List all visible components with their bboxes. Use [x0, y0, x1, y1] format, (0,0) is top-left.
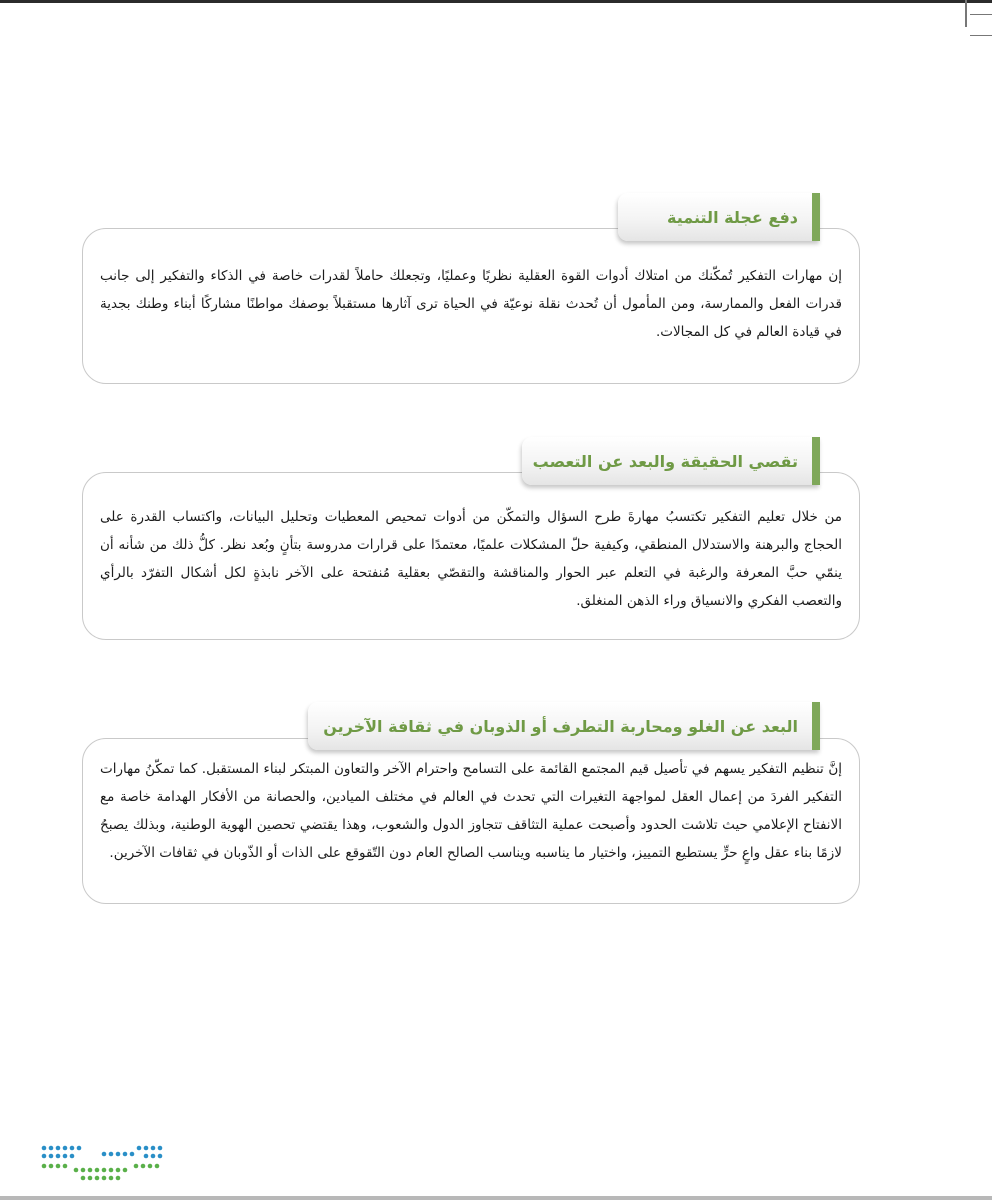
section-body-moderation: إنَّ تنظيم التفكير يسهم في تأصيل قيم المجتمع القائمة على التسامح واحترام الآخر والتعاون المبتكر لبناء المستقبل. كما تمكّنُ مهارات التفكير الفردَ من إعمال العقل لمواجهة التغيرات التي تحدث في العالم في مختلف الميادين، والحصانة من الأفكار الهدامة خاصة مع الانفتاح الإعلامي حيث تلاشت الحدود وأصبحت عملية التثاقف تتجاوز الدول والشعوب، وهذا يقتضي تحصين الهوية الوطنية، وبذلك يصبحُ لازمًا بناء عقل واعٍ حرٍّ يستطيع التمييز، واختيار ما يناسبه ويناسب الصالح العام دون التّقوقع على الذات أو الذّوبان في ثقافات الآخرين. — [100, 761, 842, 861]
heading-accent-bar — [812, 437, 820, 485]
page-top-border — [0, 0, 992, 3]
heading-accent-bar — [812, 193, 820, 241]
section-heading-truth — [522, 437, 820, 485]
dotted-logo-icon — [38, 1140, 168, 1186]
page-corner-marks — [962, 0, 992, 45]
heading-accent-bar — [812, 702, 820, 750]
section-heading-text: البعد عن الغلو ومحاربة التطرف أو الذوبان في ثقافة الآخرين — [323, 716, 798, 736]
section-heading-text: دفع عجلة التنمية — [667, 207, 798, 227]
section-heading-text: تقصي الحقيقة والبعد عن التعصب — [532, 451, 798, 471]
section-body-truth: من خلال تعليم التفكير تكتسبُ مهارةَ طرح السؤال والتمكّن من أدوات تمحيص المعطيات وتحليل البيانات، واكتساب القدرة على الحجاج والبرهنة والاستدلال المنطقي، وكيفية حلّ المشكلات علميًا، معتمدًا على قرارات مدروسة بتأنٍ وبُعد نظر. كلُّ ذلك من شأنه أن ينمّي حبَّ المعرفة والرغبة في التعلم عبر الحوار والمناقشة والتقصّي بعقلية مُنفتحة على الآخر نابذةٍ لكل أشكال التفرّد بالرأي والتعصب الفكري والانسياق وراء الذهن المنغلق. — [100, 509, 842, 609]
section-heading-moderation — [308, 702, 820, 750]
section-heading-development — [618, 193, 820, 241]
page-bottom-border — [0, 1196, 992, 1200]
section-body-development: إن مهارات التفكير تُمكّنك من امتلاك أدوات القوة العقلية نظريًا وعمليًا، وتجعلك حاملاً لقدرات خاصة في الذكاء والتفكير إلى جانب قدرات الفعل والممارسة، ومن المأمول أن تُحدث نقلة نوعيّة في الحياة ترى آثارها مستقبلاً بوصفك مواطنًا مشاركًا أبناء وطنك بجدية في قيادة العالم في كل المجالات. — [100, 268, 842, 340]
